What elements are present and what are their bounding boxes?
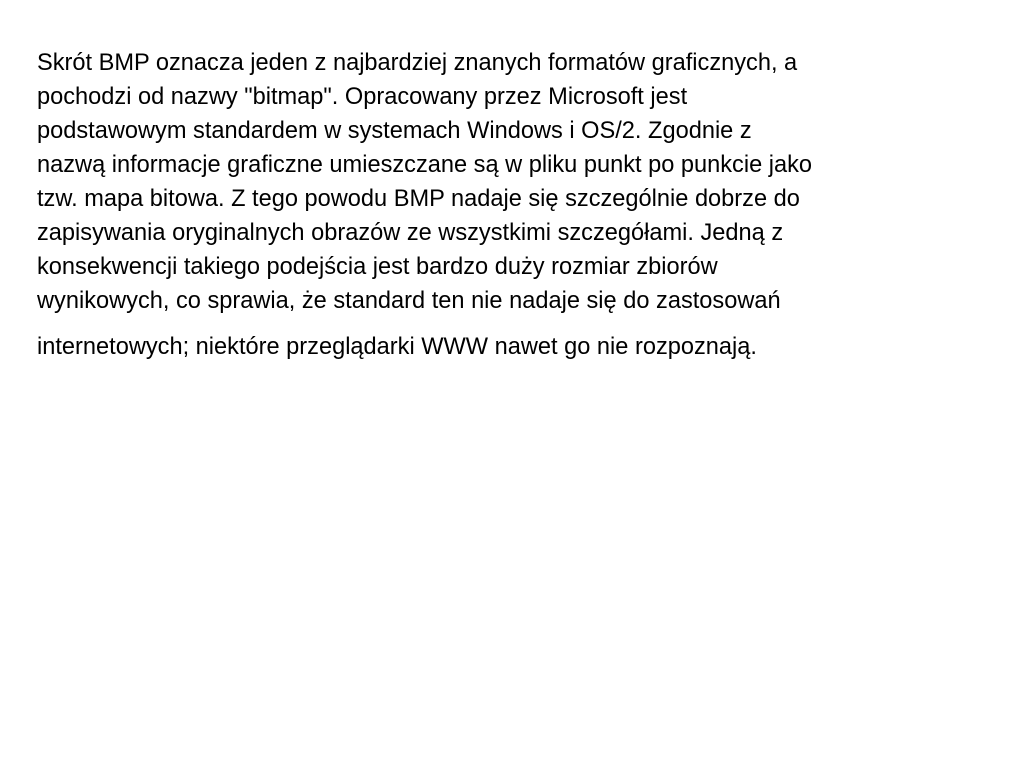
paragraph-line: zapisywania oryginalnych obrazów ze wszystkimi szczegółami. Jedną z	[37, 220, 784, 246]
paragraph-line: Skrót BMP oznacza jeden z najbardziej znanych formatów graficznych, a	[37, 50, 798, 76]
paragraph-line: internetowych; niektóre przeglądarki WWW nawet go nie rozpoznają.	[37, 334, 757, 360]
paragraph-line: pochodzi od nazwy "bitmap". Opracowany przez Microsoft jest	[37, 84, 688, 110]
paragraph-line: podstawowym standardem w systemach Windows i OS/2. Zgodnie z	[37, 118, 752, 144]
paragraph-line: konsekwencji takiego podejścia jest bardzo duży rozmiar zbiorów	[37, 254, 718, 280]
paragraph-line: nazwą informacje graficzne umieszczane są w pliku punkt po punkcie jako	[37, 152, 813, 178]
paragraph-line: wynikowych, co sprawia, że standard ten nie nadaje się do zastosowań	[37, 288, 781, 314]
body-paragraph	[37, 46, 987, 364]
paragraph-line: tzw. mapa bitowa. Z tego powodu BMP nadaje się szczególnie dobrze do	[37, 186, 800, 212]
